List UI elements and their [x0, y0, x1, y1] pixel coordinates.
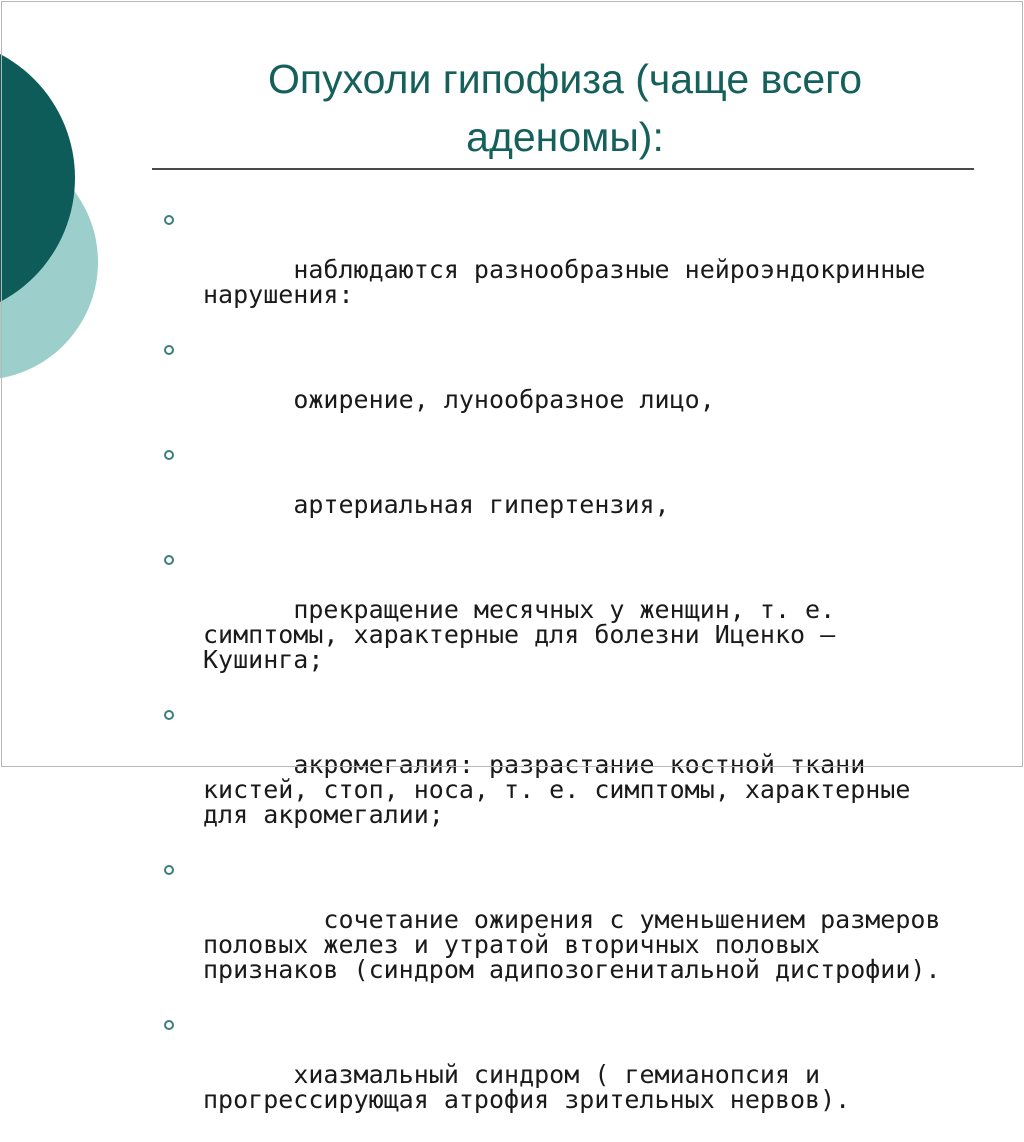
- list-item-text: акромегалия: разрастание костной ткани кистей, стоп, носа, т. е. симптомы, характерные для акромегалии;: [203, 750, 926, 829]
- title-line-1: Опухоли гипофиза (чаще всего: [268, 56, 862, 102]
- bullet-circle-icon: [164, 215, 174, 225]
- bullet-circle-icon: [164, 710, 174, 720]
- bullet-circle-icon: [164, 865, 174, 875]
- list-item: [160, 702, 960, 852]
- slide-title: [150, 50, 980, 166]
- list-item: [160, 442, 960, 542]
- list-item-text: артериальная гипертензия,: [293, 490, 670, 519]
- list-item: [160, 337, 960, 437]
- list-item-text: прекращение месячных у женщин, т. е. симптомы, характерные для болезни Иценко — Кушинга;: [203, 595, 851, 674]
- bullet-circle-icon: [164, 1020, 174, 1030]
- bullet-circle-icon: [164, 345, 174, 355]
- list-item-text: сочетание ожирения с уменьшением размеров половых желез и утратой вторичных половых признаков (синдром адипозогенитальной дистрофии).: [203, 905, 956, 984]
- list-item-text: наблюдаются разнообразные нейроэндокринные нарушения:: [203, 255, 941, 309]
- title-divider: [152, 168, 974, 170]
- list-item: [160, 857, 960, 1007]
- title-line-2: аденомы):: [466, 114, 664, 160]
- bullet-circle-icon: [164, 555, 174, 565]
- decorative-circles: [0, 0, 130, 420]
- list-item-text: хиазмальный синдром ( гемианопсия и прогрессирующая атрофия зрительных нервов).: [203, 1060, 851, 1114]
- bullet-circle-icon: [164, 450, 174, 460]
- list-item: [160, 1012, 960, 1137]
- list-item: [160, 547, 960, 697]
- list-item: [160, 207, 960, 332]
- bullet-list: [160, 207, 960, 1142]
- list-item-text: ожирение, лунообразное лицо,: [293, 385, 715, 414]
